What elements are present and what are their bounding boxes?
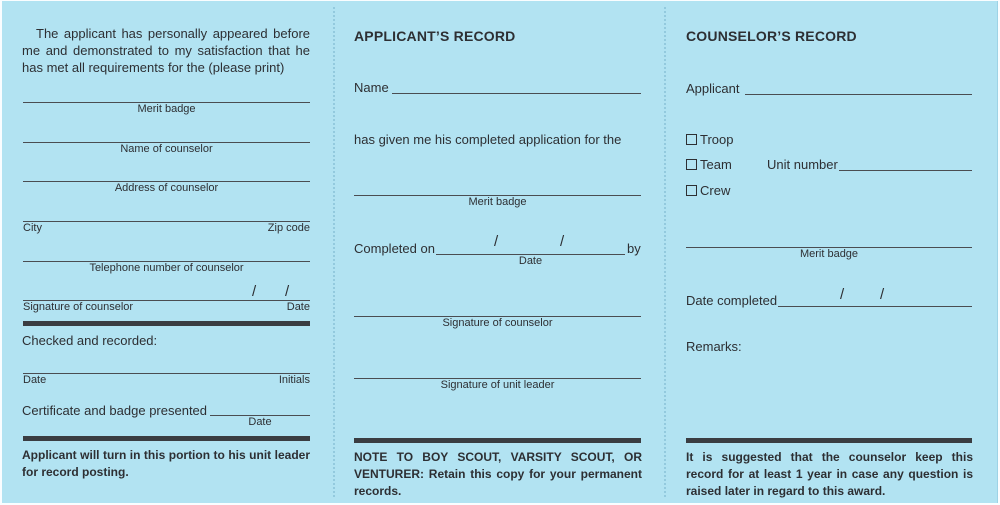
counselor-address-caption: Address of counselor	[114, 182, 219, 194]
date-slash: /	[494, 233, 499, 250]
checked-recorded-label: Checked and recorded:	[22, 333, 158, 348]
given-application-text: has given me his completed application for the	[354, 132, 622, 147]
divider-rule	[23, 321, 310, 326]
unit-number-label: Unit number	[767, 157, 838, 172]
merit-badge-application-card	[2, 1, 998, 503]
initials-caption: Initials	[278, 374, 310, 386]
crew-label: Crew	[700, 183, 731, 198]
date-caption: Date	[23, 374, 47, 386]
zip-code-caption: Zip code	[267, 222, 310, 234]
applicants-record-heading: APPLICANT’S RECORD	[354, 28, 516, 44]
merit-badge-caption: Merit badge	[799, 248, 859, 260]
unit-number-field[interactable]	[839, 170, 972, 171]
counselors-record-heading: COUNSELOR’S RECORD	[686, 28, 857, 44]
left-footer-note: Applicant will turn in this portion to his unit leader for record posting.	[22, 448, 310, 479]
date-completed-label: Date completed	[686, 293, 778, 308]
date-caption: Date	[248, 416, 272, 428]
divider-rule	[23, 436, 310, 441]
date-completed-field[interactable]	[778, 306, 972, 307]
certificate-label: Certificate and badge presented	[22, 403, 208, 418]
date-slash: /	[840, 286, 845, 303]
date-slash: /	[285, 283, 290, 300]
team-checkbox[interactable]	[686, 157, 732, 172]
applicant-field[interactable]	[745, 94, 972, 95]
applicant-name-field[interactable]	[392, 93, 641, 94]
perforation-right	[664, 7, 666, 497]
signature-caption: Signature of counselor	[23, 301, 134, 313]
by-label: by	[627, 241, 641, 256]
checkbox-icon[interactable]	[686, 134, 697, 145]
date-caption: Date	[286, 301, 310, 313]
troop-checkbox[interactable]	[686, 132, 733, 147]
merit-badge-caption: Merit badge	[468, 196, 527, 208]
date-slash: /	[560, 233, 565, 250]
team-label: Team	[700, 157, 732, 172]
signature-unit-leader-caption: Signature of unit leader	[440, 379, 555, 391]
divider-rule	[354, 438, 641, 443]
city-caption: City	[23, 222, 42, 234]
counselor-name-caption: Name of counselor	[120, 143, 213, 155]
signature-counselor-caption: Signature of counselor	[442, 317, 553, 329]
date-slash: /	[880, 286, 885, 303]
checkbox-icon[interactable]	[686, 159, 697, 170]
remarks-label: Remarks:	[686, 339, 742, 354]
applicant-label: Applicant	[686, 81, 740, 96]
crew-checkbox[interactable]	[686, 183, 730, 198]
divider-rule	[686, 438, 972, 443]
date-caption: Date	[518, 255, 543, 267]
name-label: Name	[354, 80, 389, 95]
perforation-left	[333, 7, 335, 497]
checkbox-icon[interactable]	[686, 185, 697, 196]
intro-statement: The applicant has personally appeared before me and demonstrated to my satisfaction that he has met all requirements for the (please print)	[22, 26, 310, 75]
troop-label: Troop	[700, 132, 734, 147]
date-slash: /	[252, 283, 257, 300]
completed-on-label: Completed on	[354, 241, 435, 256]
telephone-caption: Telephone number of counselor	[89, 262, 244, 274]
middle-footer-note: NOTE TO BOY SCOUT, VARSITY SCOUT, OR VENTURER: Retain this copy for your permanent records.	[354, 450, 642, 498]
merit-badge-caption: Merit badge	[137, 103, 196, 115]
right-footer-note: It is suggested that the counselor keep this record for at least 1 year in case any question is raised later in regard to this award.	[686, 450, 973, 498]
remarks-area[interactable]	[686, 357, 972, 429]
